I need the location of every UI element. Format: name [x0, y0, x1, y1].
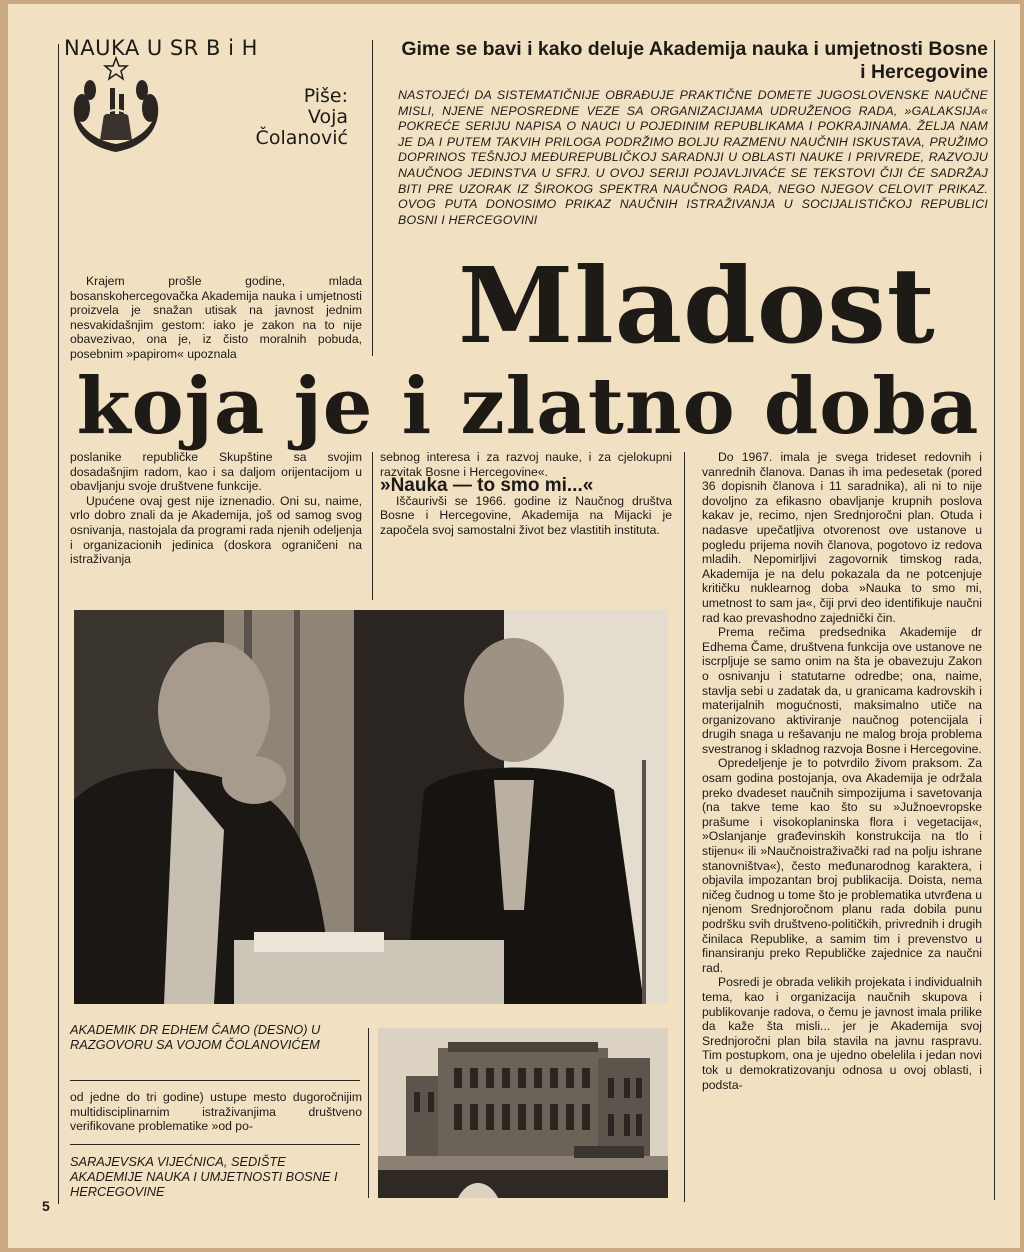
lead-text: Krajem prošle godine, mlada bosanskohercegovačka Akademija nauka i umjetnosti proizvela je snažan utisak na javnost jednim nesvakidašnjim gestom: iako je zakon na to nije obavezivao, ona je, iz čisto moralnih pobuda, posebnim »papirom« upoznala — [70, 274, 362, 361]
headline: Gime se bavi i kako deluje Akademija nauka i umjetnosti Bosne i Hercegovine — [401, 38, 988, 83]
article-column-1 — [70, 450, 362, 567]
article-column-1-continued — [70, 1090, 362, 1134]
col3-paragraph-2: Prema rečima predsednika Akademije dr Edhema Čame, društvena funkcija ove ustanove ne iscrpljuje se samo onim na šta je obavezuju Zakon o osnivanju i statutarne odredbe; ona, naime, stavlja sebi u zadatak da, u granicama kadrovskih i materijalnih mogućnosti, maksimalno utiče na organizovano aktiviranje naučnog potencijala i drugih snaga u rešavanju ne malog broja problema svestranog i skladnog razvoja Bosne i Hercegovine. — [702, 625, 982, 756]
col1-paragraph-3: od jedne do tri godine) ustupe mesto dugoročnijim multidisciplinarnim istraživanjima društveno verifikovane problematike »od po- — [70, 1090, 362, 1134]
author-last-name: Čolanović — [255, 127, 348, 149]
subheading: »Nauka — to smo mi...« — [380, 475, 594, 497]
main-title-line1: Mladost — [458, 244, 936, 367]
col2-paragraph-1: sebnog interesa i za razvoj nauke, i za cjelokupni razvitak Bosne i Hercegovine«. — [380, 450, 672, 479]
city-hall-photo-image — [378, 1028, 668, 1198]
photo2-caption: SARAJEVSKA VIJEĆNICA, SEDIŠTE AKADEMIJE NAUKA I UMJETNOSTI BOSNE I HERCEGOVINE — [70, 1154, 338, 1199]
col3-paragraph-3: Opredeljenje je to potvrdilo živom praksom. Za osam godina postojanja, ova Akademija je održala preko dvadeset naučnih simpozijuma i savetovanja (na takve teme kao što su »Južnoevropske prašume i visokoplaninska flora i vegetacija«, »Oslanjanje građevinskih konstrukcija na tlo i stijenu« ili »Naučnoistraživački rad na polju ishrane stanovništva«), često međunarodnog karaktera, i objavila impozantan broj publikacija. Doista, nema ničeg čudnog u tome što je problematika utvrđena u njenom Srednjoročnom planu rada dobila punu podršku svih društveno-političkih, privrednih i drugih činilaca Republike, a samim tim i prevenstvo u finansiranju preko Republičke zajednice za naučni rad. — [702, 756, 982, 975]
page-number: 5 — [42, 1198, 50, 1214]
lead-paragraph — [70, 274, 362, 362]
section-label: NAUKA U SR B i H — [64, 36, 258, 60]
header-column-rule — [372, 40, 373, 356]
article-column-2 — [380, 450, 672, 538]
col3-paragraph-4: Posredi je obrada velikih projekata i individualnih tema, kao i organizacija naučnih skupova i publikovanje radova, o čemu je javnost imala prilike da kaže šta misli... jer je Akademija svoj Srednjoročni plan bila stavila na javnu raspravu. Tim postupkom, ona je ujedno obelelila i jedan novi tok u demokratizovanju odnosa u ovoj oblasti, i podsta- — [702, 975, 982, 1092]
intro-paragraph: NASTOJEĆI DA SISTEMATIČNIJE OBRAĐUJE PRAKTIČNE DOMETE JUGOSLOVENSKE NAUČNE MISLI, NJENE NEPOSREDNE VEZE SA ORGANIZACIJAMA UDRUŽENOG RADA, »GALAKSIJA« POKREĆE SERIJU NAPISA O NAUCI U POJEDINIM REPUBLIKAMA I POKRAJINAMA. ŽELJA NAM JE DA I PUTEM TAKVIH PRILOGA PODRŽIMO BOLJU RAZMENU NAUČNIH ISKUSTAVA, PRUŽIMO DOPRINOS TEŠNJOJ MEĐUREPUBLIČKOJ SARADNJI U OBLASTI NAUKE I PRIVREDE, RAZVOJU NAUČNOG JEDINSTVA U SFRJ. U OVOJ SERIJI POJAVLJIVAĆE SE TEKSTOVI ČIJI ĆE SADRŽAJ BITI PRE UZORAK IZ ŠIROKOG SPEKTRA NAUČNOG RADA, NEGO NJEGOV CELOVIT PRIKAZ. OVOG PUTA DONOSIMO PRIKAZ NAUČNIH ISTRAŽIVANJA U SOCIJALISTIČKOJ REPUBLICI BOSNI I HERCEGOVINI — [398, 88, 988, 227]
interview-photo-image — [74, 610, 668, 1004]
main-title-line2: koja je i zlatno doba — [76, 361, 980, 452]
photo1-caption: AKADEMIK DR EDHEM ČAMO (DESNO) U RAZGOVORU SA VOJOM ČOLANOVIĆEM — [70, 1022, 321, 1052]
city-hall-photo — [378, 1028, 668, 1198]
col1-paragraph-2: Upućene ovaj gest nije iznenadio. Oni su, naime, vrlo dobro znali da je Akademija, još od samog svog osnivanja, nastojala da programi rada njenih odeljenja i organizacionih jedinica (doskora ograničeni na istraživanja — [70, 493, 362, 567]
byline — [220, 86, 348, 149]
caption-rule — [70, 1080, 360, 1081]
column-rule-2 — [684, 452, 685, 1202]
col2-paragraph-2: Iščaurivši se 1966. godine iz Naučnog društva Bosne i Hercegovine, Akademija na Mijacki je započela svoj samostalni život bez vlastitih instituta. — [380, 493, 672, 537]
col1-paragraph-1: poslanike republičke Skupštine sa svojim dosadašnjim radom, kao i sa daljom orijentacijom u obavljanju svoje društvene funkcije. — [70, 450, 362, 494]
column-rule-1 — [372, 452, 373, 600]
magazine-page — [8, 4, 1020, 1248]
coat-of-arms-icon — [64, 56, 174, 156]
right-margin-rule — [994, 40, 995, 1200]
left-margin-rule — [58, 44, 59, 1204]
byline-prefix: Piše: — [303, 85, 348, 107]
author-first-name: Voja — [307, 106, 348, 128]
article-column-3 — [702, 450, 982, 1092]
col3-paragraph-1: Do 1967. imala je svega trideset redovnih i vanrednih članova. Danas ih ima pedesetak (pored 36 dopisnih članova i 11 saradnika), ali ni to nije dovoljno za efikasno obavljanje krupnih poslova kakav je, recimo, njen Srednjoročni plan. Otuda i nadasve upečatljiva otvorenost ove ustanove u pogledu prijema novih članova, pogotovo iz redova mladih. Nepomirljivi zagovornik timskog rada, Akademija je na delu pokazala da ne potcenjuje kritičku nuklearnog doba »Nauka to smo mi, umetnost to sam ja«, čiji prvi deo identifikuje naučni rad kao prevashodno zajednički čin. — [702, 450, 982, 625]
interview-photo — [74, 610, 668, 1004]
caption-rule-2 — [70, 1144, 360, 1145]
column-rule-3 — [368, 1028, 369, 1198]
